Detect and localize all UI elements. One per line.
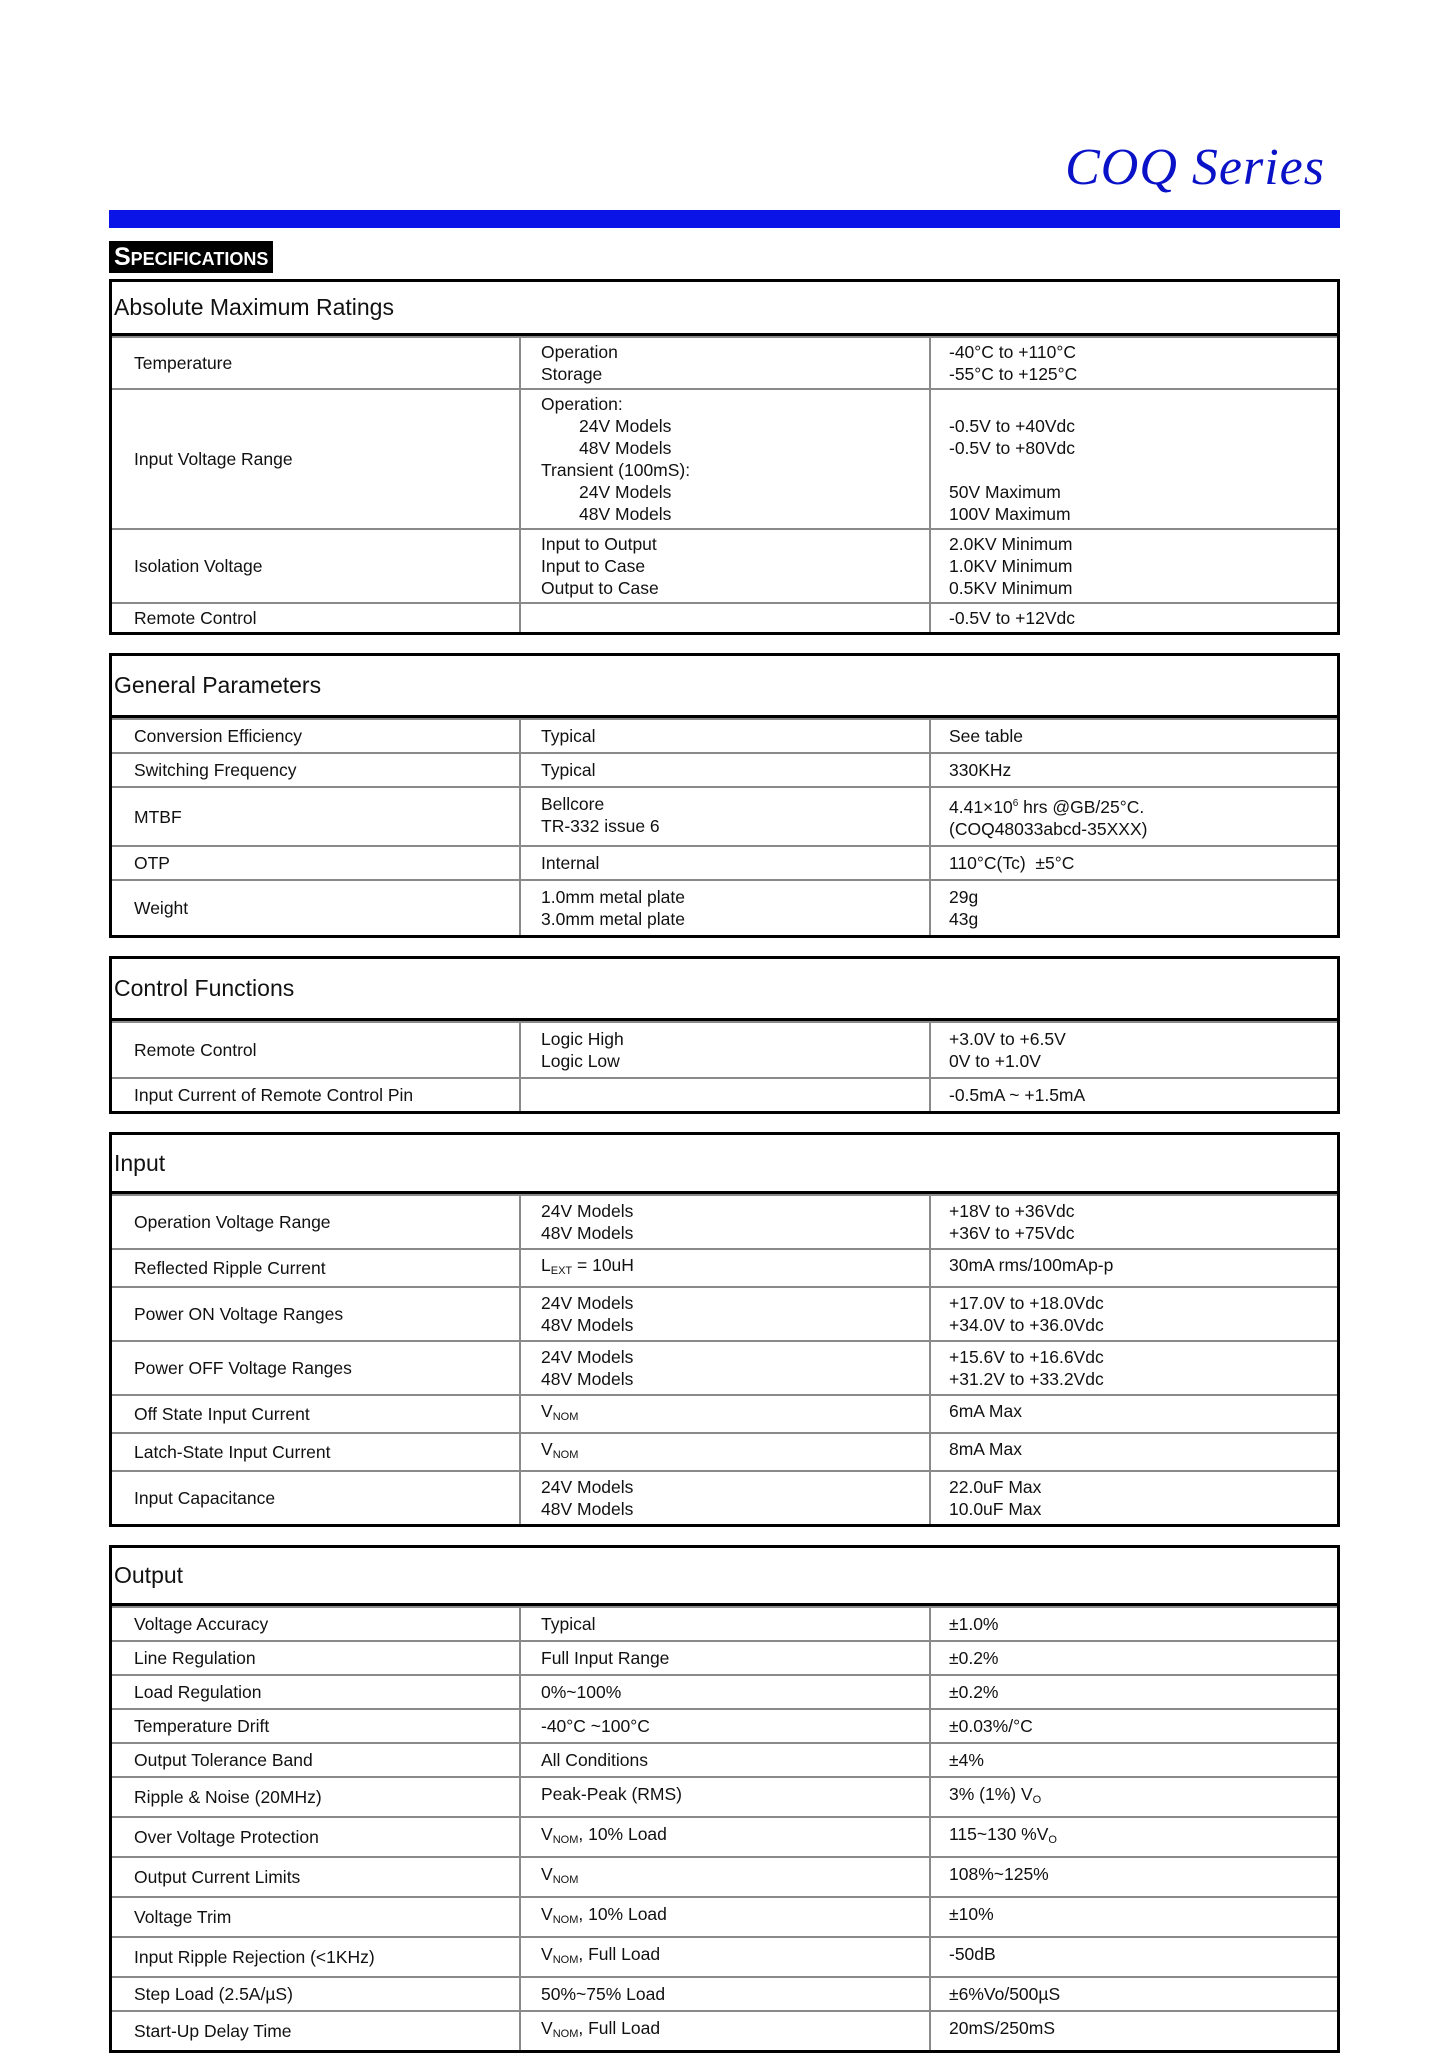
- parameter-cell: [112, 847, 521, 879]
- param-line: Step Load (2.5A/µS): [134, 1984, 293, 2004]
- table-row: [112, 1021, 1337, 1077]
- param-line: Start-Up Delay Time: [134, 2021, 292, 2041]
- condition-cell: [521, 1978, 931, 2010]
- param-line: Input Voltage Range: [134, 449, 293, 469]
- value-line: (COQ48033abcd-35XXX): [949, 819, 1148, 839]
- cond-line: [541, 607, 929, 629]
- cond-line: 48V Models: [541, 1499, 634, 1519]
- condition-cell: [521, 1642, 931, 1674]
- cond-line: [541, 437, 929, 459]
- param-line: Temperature Drift: [134, 1716, 270, 1736]
- spec-table-absolute-maximum-ratings: [109, 279, 1340, 635]
- value-line: 330KHz: [949, 760, 1012, 780]
- value-line: 100V Maximum: [949, 504, 1071, 524]
- value-line: 20mS/250mS: [949, 2018, 1056, 2038]
- spec-table-output: [109, 1545, 1340, 2053]
- table-row: [112, 528, 1337, 602]
- cond-line: 24V Models: [541, 1347, 634, 1367]
- parameter-cell: [112, 1250, 521, 1286]
- cond-line: Output to Case: [541, 578, 659, 598]
- value-line: -50dB: [949, 1944, 996, 1964]
- condition-cell: [521, 1396, 931, 1432]
- cond-line: [541, 1438, 929, 1466]
- cond-line: Internal: [541, 853, 600, 873]
- param-line: Voltage Accuracy: [134, 1614, 269, 1634]
- condition-cell: [521, 788, 931, 845]
- value-line: 8mA Max: [949, 1439, 1022, 1459]
- param-line: Output Tolerance Band: [134, 1750, 313, 1770]
- spec-table-control-functions: [109, 956, 1340, 1114]
- value-cell: [931, 1744, 1337, 1776]
- cond-line: 48V Models: [541, 1315, 634, 1335]
- text: 48V Models: [579, 438, 672, 458]
- cond-line: [541, 503, 929, 525]
- spec-table-input: [109, 1132, 1340, 1527]
- cond-line: Input to Output: [541, 534, 657, 554]
- table-row: [112, 1248, 1337, 1286]
- table-row: [112, 1856, 1337, 1896]
- superscript: 6: [1012, 798, 1019, 809]
- parameter-cell: [112, 1288, 521, 1340]
- table-title: Input: [112, 1135, 1337, 1194]
- cond-line: [541, 1254, 929, 1282]
- value-cell: [931, 754, 1337, 786]
- value-line: 108%~125%: [949, 1864, 1049, 1884]
- subscript: NOM: [552, 1874, 579, 1886]
- param-line: Load Regulation: [134, 1682, 262, 1702]
- param-line: Remote Control: [134, 1040, 257, 1060]
- value-line: ±6%Vo/500µS: [949, 1984, 1061, 2004]
- parameter-cell: [112, 1196, 521, 1248]
- table-row: [112, 845, 1337, 879]
- condition-cell: [521, 1288, 931, 1340]
- parameter-cell: [112, 604, 521, 632]
- condition-cell: [521, 720, 931, 752]
- parameter-cell: [112, 1710, 521, 1742]
- condition-cell: [521, 1023, 931, 1077]
- subscript: NOM: [552, 1914, 579, 1926]
- cond-line: [541, 1863, 929, 1891]
- condition-cell: [521, 1938, 931, 1976]
- table-row: [112, 1776, 1337, 1816]
- subscript: EXT: [550, 1265, 573, 1277]
- param-line: Input Capacitance: [134, 1488, 276, 1508]
- series-title: COQ Series: [1065, 139, 1325, 196]
- value-line: ±1.0%: [949, 1614, 999, 1634]
- parameter-cell: [112, 1898, 521, 1936]
- parameter-cell: [112, 390, 521, 528]
- condition-cell: [521, 1342, 931, 1394]
- table-row: [112, 1394, 1337, 1432]
- value-cell: [931, 1250, 1337, 1286]
- cond-line: [541, 2017, 929, 2045]
- cond-line: 24V Models: [541, 1293, 634, 1313]
- table-row: [112, 1742, 1337, 1776]
- condition-cell: [521, 1250, 931, 1286]
- parameter-cell: [112, 1676, 521, 1708]
- param-line: Input Current of Remote Control Pin: [134, 1085, 414, 1105]
- subscript: NOM: [552, 1449, 579, 1461]
- cond-line: Storage: [541, 364, 603, 384]
- param-line: Weight: [134, 898, 189, 918]
- parameter-cell: [112, 754, 521, 786]
- table-row: [112, 1340, 1337, 1394]
- condition-cell: [521, 390, 931, 528]
- parameter-cell: [112, 1744, 521, 1776]
- value-line: +31.2V to +33.2Vdc: [949, 1369, 1104, 1389]
- param-line: Latch-State Input Current: [134, 1442, 331, 1462]
- cond-line: Bellcore: [541, 794, 605, 814]
- table-row: [112, 1640, 1337, 1674]
- param-line: Over Voltage Protection: [134, 1827, 319, 1847]
- cond-line: -40°C ~100°C: [541, 1716, 650, 1736]
- value-cell: [931, 1676, 1337, 1708]
- parameter-cell: [112, 1023, 521, 1077]
- table-row: [112, 1896, 1337, 1936]
- table-row: [112, 752, 1337, 786]
- condition-cell: [521, 847, 931, 879]
- subscript: NOM: [552, 1411, 579, 1423]
- spec-table-general-parameters: [109, 653, 1340, 938]
- text: 24V Models: [579, 416, 672, 436]
- cond-line: [541, 1903, 929, 1931]
- value-line: 2.0KV Minimum: [949, 534, 1073, 554]
- value-line: [949, 793, 1337, 818]
- subscript: NOM: [552, 2028, 579, 2040]
- text: V: [541, 1439, 553, 1459]
- param-line: Isolation Voltage: [134, 556, 263, 576]
- condition-cell: [521, 604, 931, 632]
- param-line: Temperature: [134, 353, 233, 373]
- value-cell: [931, 847, 1337, 879]
- value-line: 6mA Max: [949, 1401, 1022, 1421]
- cond-line: Input to Case: [541, 556, 646, 576]
- condition-cell: [521, 1898, 931, 1936]
- param-line: Power ON Voltage Ranges: [134, 1304, 344, 1324]
- param-line: Reflected Ripple Current: [134, 1258, 326, 1278]
- condition-cell: [521, 881, 931, 935]
- value-line: -55°C to +125°C: [949, 364, 1078, 384]
- param-line: OTP: [134, 853, 170, 873]
- table-row: [112, 1976, 1337, 2010]
- value-cell: [931, 1818, 1337, 1856]
- value-cell: [931, 1023, 1337, 1077]
- value-line: [949, 1783, 1337, 1811]
- table-row: [112, 336, 1337, 388]
- param-line: Off State Input Current: [134, 1404, 310, 1424]
- cond-line: Transient (100mS):: [541, 460, 691, 480]
- text: 115~130 %V: [949, 1824, 1049, 1844]
- value-cell: [931, 1396, 1337, 1432]
- value-cell: [931, 720, 1337, 752]
- table-row: [112, 1077, 1337, 1111]
- subscript: O: [1048, 1834, 1057, 1846]
- value-line: ±10%: [949, 1904, 994, 1924]
- condition-cell: [521, 1744, 931, 1776]
- cond-line: Logic High: [541, 1029, 624, 1049]
- text: , Full Load: [578, 2018, 661, 2038]
- text: V: [541, 1944, 553, 1964]
- value-line: [949, 393, 1337, 415]
- spec-tables: [109, 279, 1340, 2071]
- parameter-cell: [112, 1938, 521, 1976]
- condition-cell: [521, 338, 931, 388]
- cond-line: Typical: [541, 726, 596, 746]
- subscript: NOM: [552, 1834, 579, 1846]
- table-row: [112, 786, 1337, 845]
- condition-cell: [521, 1472, 931, 1524]
- value-cell: [931, 1938, 1337, 1976]
- value-line: +15.6V to +16.6Vdc: [949, 1347, 1104, 1367]
- cond-line: 50%~75% Load: [541, 1984, 666, 2004]
- text: V: [541, 1864, 553, 1884]
- text: , 10% Load: [578, 1824, 667, 1844]
- value-line: See table: [949, 726, 1023, 746]
- parameter-cell: [112, 1778, 521, 1816]
- text: 48V Models: [579, 504, 672, 524]
- header-accent-bar: [109, 210, 1340, 228]
- value-line: [949, 459, 1337, 481]
- table-title: Control Functions: [112, 959, 1337, 1021]
- param-line: Conversion Efficiency: [134, 726, 302, 746]
- condition-cell: [521, 2012, 931, 2050]
- value-line: 0V to +1.0V: [949, 1051, 1041, 1071]
- value-line: 22.0uF Max: [949, 1477, 1042, 1497]
- subscript: NOM: [552, 1954, 579, 1966]
- cond-line: 24V Models: [541, 1201, 634, 1221]
- parameter-cell: [112, 1342, 521, 1394]
- table-row: [112, 1708, 1337, 1742]
- value-line: -0.5V to +12Vdc: [949, 608, 1075, 628]
- value-line: -0.5V to +40Vdc: [949, 416, 1075, 436]
- value-cell: [931, 1608, 1337, 1640]
- parameter-cell: [112, 1079, 521, 1111]
- condition-cell: [521, 1858, 931, 1896]
- param-line: Ripple & Noise (20MHz): [134, 1787, 322, 1807]
- param-line: Line Regulation: [134, 1648, 256, 1668]
- param-line: Power OFF Voltage Ranges: [134, 1358, 352, 1378]
- param-line: Voltage Trim: [134, 1907, 232, 1927]
- cond-line: TR-332 issue 6: [541, 816, 660, 836]
- value-cell: [931, 1196, 1337, 1248]
- value-line: 43g: [949, 909, 979, 929]
- value-cell: [931, 530, 1337, 602]
- condition-cell: [521, 1676, 931, 1708]
- value-line: ±0.2%: [949, 1682, 999, 1702]
- parameter-cell: [112, 788, 521, 845]
- parameter-cell: [112, 530, 521, 602]
- param-line: Output Current Limits: [134, 1867, 301, 1887]
- value-cell: [931, 1342, 1337, 1394]
- table-row: [112, 602, 1337, 632]
- value-cell: [931, 788, 1337, 845]
- value-cell: [931, 1898, 1337, 1936]
- condition-cell: [521, 1079, 931, 1111]
- cond-line: 3.0mm metal plate: [541, 909, 685, 929]
- value-line: 10.0uF Max: [949, 1499, 1042, 1519]
- table-row: [112, 1816, 1337, 1856]
- value-cell: [931, 1434, 1337, 1470]
- text: V: [541, 2018, 553, 2038]
- cond-line: Operation:: [541, 394, 623, 414]
- value-line: -0.5mA ~ +1.5mA: [949, 1085, 1086, 1105]
- table-title: General Parameters: [112, 656, 1337, 718]
- value-cell: [931, 390, 1337, 528]
- table-row: [112, 1470, 1337, 1524]
- parameter-cell: [112, 1472, 521, 1524]
- param-line: MTBF: [134, 806, 182, 827]
- cond-line: 48V Models: [541, 1369, 634, 1389]
- parameter-cell: [112, 1858, 521, 1896]
- table-row: [112, 1286, 1337, 1340]
- parameter-cell: [112, 1396, 521, 1432]
- value-cell: [931, 338, 1337, 388]
- cond-line: Operation: [541, 342, 618, 362]
- condition-cell: [521, 1818, 931, 1856]
- cond-line: [541, 1823, 929, 1851]
- table-row: [112, 1674, 1337, 1708]
- text: = 10uH: [572, 1255, 634, 1275]
- cond-line: 48V Models: [541, 1223, 634, 1243]
- condition-cell: [521, 754, 931, 786]
- value-cell: [931, 1642, 1337, 1674]
- cond-line: 1.0mm metal plate: [541, 887, 685, 907]
- value-cell: [931, 1710, 1337, 1742]
- text: 4.41×10: [949, 797, 1013, 817]
- condition-cell: [521, 530, 931, 602]
- value-cell: [931, 1288, 1337, 1340]
- table-row: [112, 879, 1337, 935]
- value-line: +17.0V to +18.0Vdc: [949, 1293, 1104, 1313]
- parameter-cell: [112, 1642, 521, 1674]
- text: , 10% Load: [578, 1904, 667, 1924]
- cond-line: All Conditions: [541, 1750, 648, 1770]
- condition-cell: [521, 1434, 931, 1470]
- value-line: +3.0V to +6.5V: [949, 1029, 1066, 1049]
- table-row: [112, 718, 1337, 752]
- value-cell: [931, 1472, 1337, 1524]
- param-line: Switching Frequency: [134, 760, 297, 780]
- table-row: [112, 388, 1337, 528]
- cond-line: [541, 481, 929, 503]
- subscript: O: [1032, 1794, 1042, 1806]
- param-line: Operation Voltage Range: [134, 1212, 331, 1232]
- parameter-cell: [112, 720, 521, 752]
- value-line: 30mA rms/100mAp-p: [949, 1255, 1114, 1275]
- value-line: -0.5V to +80Vdc: [949, 438, 1075, 458]
- value-line: ±0.2%: [949, 1648, 999, 1668]
- text: V: [541, 1904, 553, 1924]
- value-line: 110°C(Tc) ±5°C: [949, 853, 1075, 873]
- condition-cell: [521, 1710, 931, 1742]
- text: 24V Models: [579, 482, 672, 502]
- value-cell: [931, 881, 1337, 935]
- value-line: +36V to +75Vdc: [949, 1223, 1075, 1243]
- cond-line: 24V Models: [541, 1477, 634, 1497]
- value-cell: [931, 1079, 1337, 1111]
- text: , Full Load: [578, 1944, 661, 1964]
- cond-line: [541, 1084, 929, 1106]
- parameter-cell: [112, 1978, 521, 2010]
- param-line: Input Ripple Rejection (<1KHz): [134, 1947, 375, 1967]
- value-line: -40°C to +110°C: [949, 342, 1077, 362]
- value-line: [949, 1823, 1337, 1851]
- value-cell: [931, 1858, 1337, 1896]
- table-title: Absolute Maximum Ratings: [112, 282, 1337, 336]
- value-line: 1.0KV Minimum: [949, 556, 1073, 576]
- cond-line: Full Input Range: [541, 1648, 670, 1668]
- table-row: [112, 1936, 1337, 1976]
- table-row: [112, 1606, 1337, 1640]
- value-line: ±0.03%/°C: [949, 1716, 1033, 1736]
- cond-line: [541, 1400, 929, 1428]
- text: hrs @GB/25°C.: [1018, 797, 1145, 817]
- parameter-cell: [112, 1608, 521, 1640]
- text: L: [541, 1255, 551, 1275]
- condition-cell: [521, 1608, 931, 1640]
- cond-line: 0%~100%: [541, 1682, 622, 1702]
- parameter-cell: [112, 1434, 521, 1470]
- cond-line: [541, 1943, 929, 1971]
- value-cell: [931, 604, 1337, 632]
- parameter-cell: [112, 338, 521, 388]
- value-line: +34.0V to +36.0Vdc: [949, 1315, 1104, 1335]
- cond-line: Peak-Peak (RMS): [541, 1784, 683, 1804]
- text: V: [541, 1401, 553, 1421]
- parameter-cell: [112, 881, 521, 935]
- value-cell: [931, 1778, 1337, 1816]
- value-line: +18V to +36Vdc: [949, 1201, 1075, 1221]
- condition-cell: [521, 1196, 931, 1248]
- text: 3% (1%) V: [949, 1784, 1033, 1804]
- table-row: [112, 1194, 1337, 1248]
- cond-line: [541, 415, 929, 437]
- value-line: 0.5KV Minimum: [949, 578, 1073, 598]
- table-title: Output: [112, 1548, 1337, 1606]
- table-row: [112, 2010, 1337, 2050]
- table-row: [112, 1432, 1337, 1470]
- parameter-cell: [112, 1818, 521, 1856]
- param-line: Remote Control: [134, 608, 257, 628]
- cond-line: Typical: [541, 760, 596, 780]
- value-line: 50V Maximum: [949, 482, 1061, 502]
- cond-line: Logic Low: [541, 1051, 620, 1071]
- value-line: 29g: [949, 887, 979, 907]
- condition-cell: [521, 1778, 931, 1816]
- specifications-label: Specifications: [109, 241, 273, 273]
- value-line: ±4%: [949, 1750, 984, 1770]
- text: V: [541, 1824, 553, 1844]
- cond-line: Typical: [541, 1614, 596, 1634]
- parameter-cell: [112, 2012, 521, 2050]
- value-cell: [931, 1978, 1337, 2010]
- value-cell: [931, 2012, 1337, 2050]
